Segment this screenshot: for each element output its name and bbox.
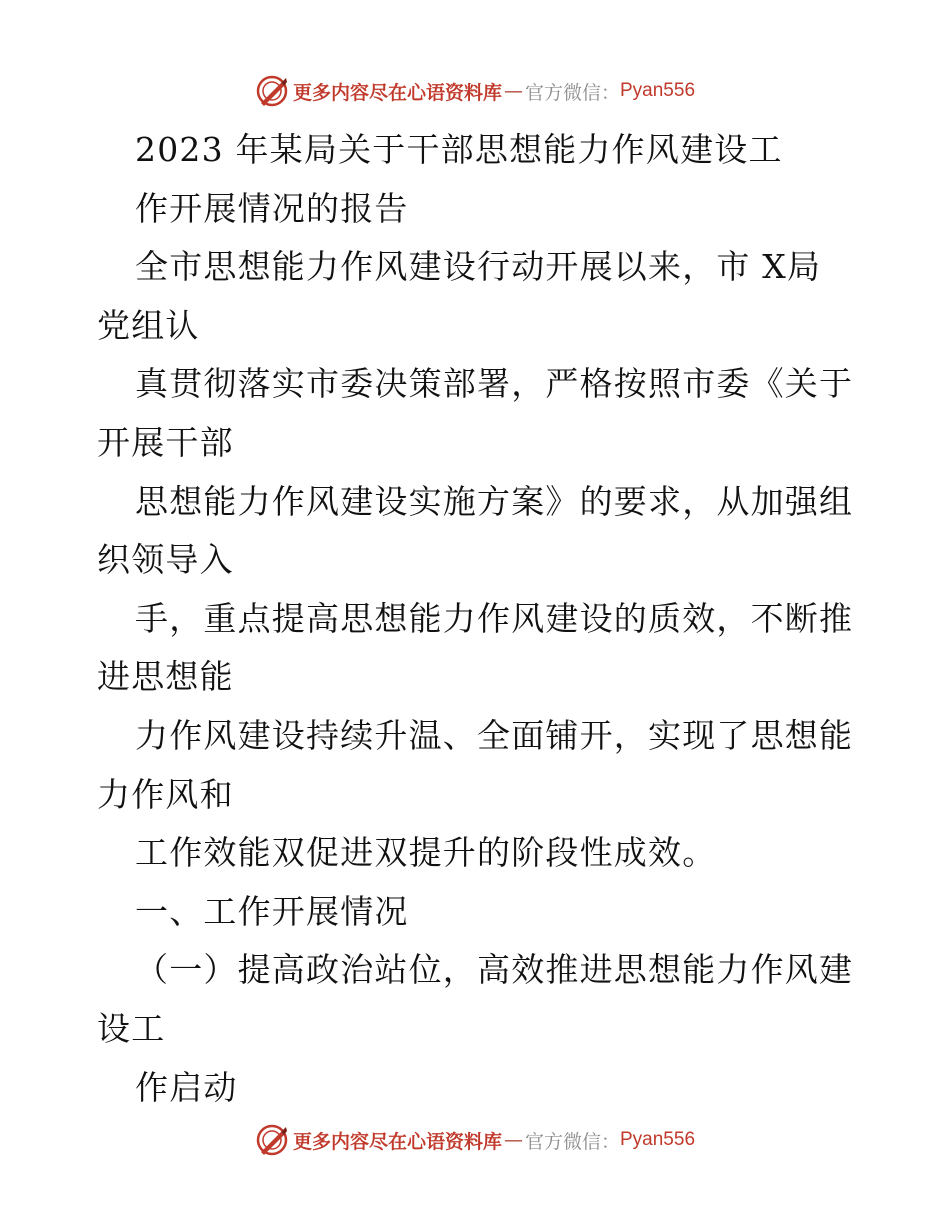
text-line: 真贯彻落实市委决策部署，严格按照市委《关于: [135, 364, 854, 404]
text-line: 思想能力作风建设实施方案》的要求，从加强组: [135, 481, 854, 521]
watermark-site-text: 更多内容尽在心语资料库: [292, 1130, 502, 1153]
text-line: （一）提高政治站位，高效推进思想能力作风建: [135, 950, 854, 990]
watermark-label: 官方微信：: [524, 81, 620, 104]
text-line: 全市思想能力作风建设行动开展以来，市 X局: [135, 247, 822, 287]
text-line: 力作风和: [97, 774, 234, 814]
text-line: 工作效能双促进双提升的阶段性成效。: [135, 833, 717, 873]
pen-logo-icon: [255, 1123, 289, 1157]
watermark-dash: —: [503, 80, 523, 102]
text-line: 织领导入: [97, 540, 234, 580]
watermark-dash: —: [503, 1129, 523, 1151]
footer-watermark: [0, 1123, 950, 1157]
watermark-wechat-id: Pyan556: [620, 1129, 696, 1150]
text-line: 一、工作开展情况: [135, 891, 409, 931]
text-line: 设工: [97, 1008, 166, 1048]
text-line: 党组认: [97, 305, 200, 345]
watermark-site-text: 更多内容尽在心语资料库: [292, 81, 502, 104]
text-line: 开展干部: [97, 422, 234, 462]
watermark-label: 官方微信：: [524, 1130, 620, 1153]
watermark-wechat-id: Pyan556: [620, 80, 696, 101]
text-line: 作启动: [135, 1067, 238, 1107]
text-line: 作开展情况的报告: [135, 188, 409, 228]
document-body: [97, 121, 867, 1117]
text-line: 手，重点提高思想能力作风建设的质效，不断推: [135, 598, 854, 638]
text-line: 进思想能: [97, 657, 234, 697]
text-line: 力作风建设持续升温、全面铺开，实现了思想能: [135, 715, 854, 755]
pen-logo-icon: [255, 74, 289, 108]
header-watermark: [0, 74, 950, 108]
text-line: 2023 年某局关于干部思想能力作风建设工: [135, 130, 783, 169]
